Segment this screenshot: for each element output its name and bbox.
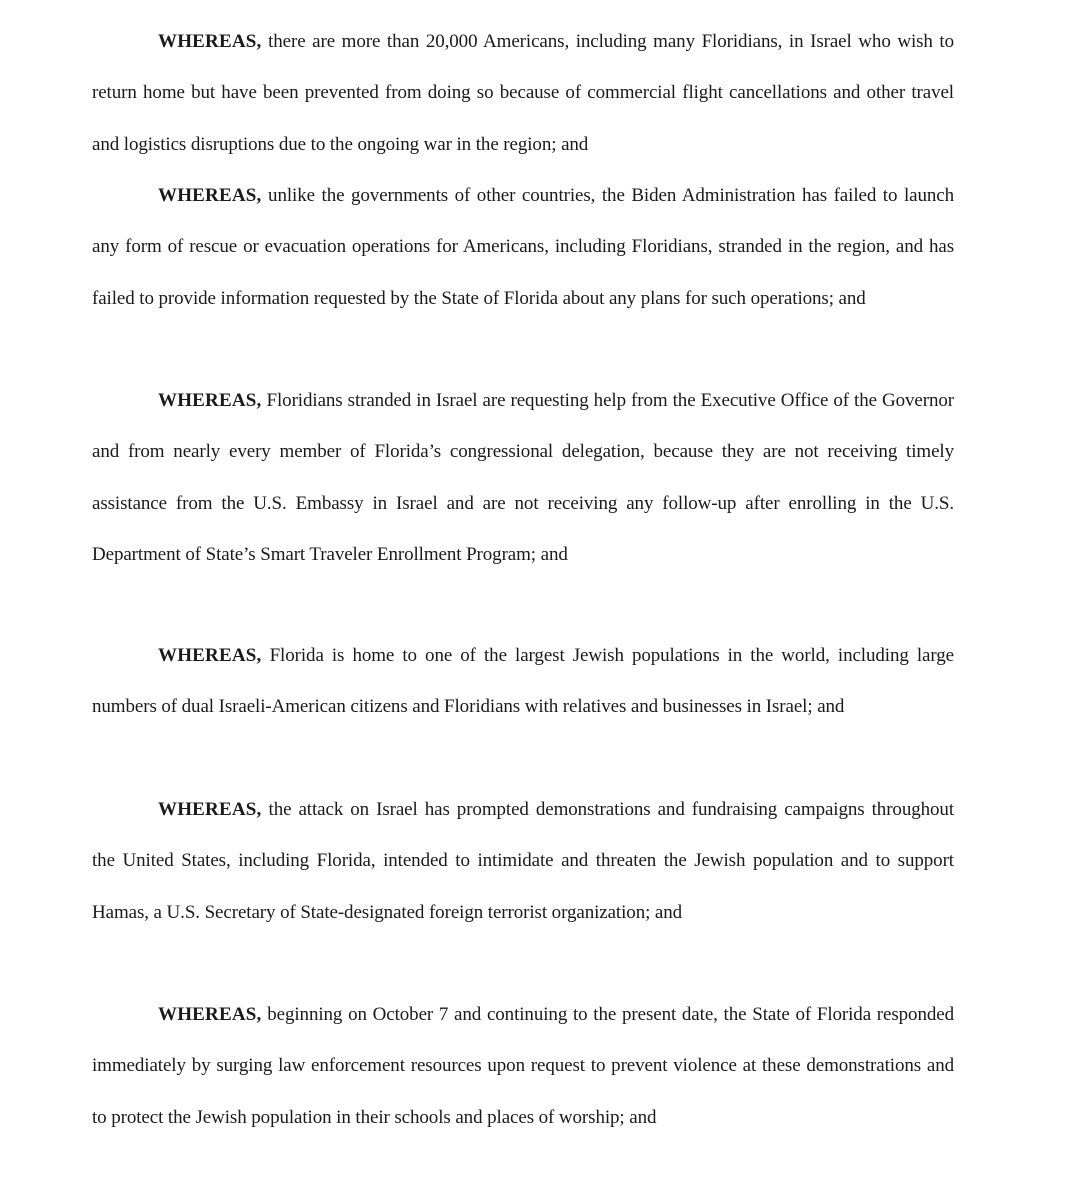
whereas-paragraph-6 bbox=[92, 989, 954, 1143]
whereas-paragraph-4 bbox=[92, 630, 954, 733]
whereas-paragraph-1 bbox=[92, 16, 954, 170]
whereas-paragraph-3 bbox=[92, 375, 954, 580]
whereas-keyword: WHEREAS, bbox=[158, 31, 262, 52]
paragraph-text: there are more than 20,000 Americans, including many Floridians, in Israel who wish to return home but have been prevented from doing so because of commercial flight cancellations and other travel and logistics disruptions due to the ongoing war in the region; and bbox=[92, 31, 954, 155]
paragraph-text: Florida is home to one of the largest Jewish populations in the world, including large numbers of dual Israeli-American citizens and Floridians with relatives and businesses in Israel; and bbox=[92, 645, 954, 718]
paragraph-text: unlike the governments of other countries, the Biden Administration has failed to launch any form of rescue or evacuation operations for Americans, including Floridians, stranded in the region, and has failed to provide information requested by the State of Florida about any plans for such operations; and bbox=[92, 185, 954, 309]
whereas-keyword: WHEREAS, bbox=[158, 645, 262, 666]
whereas-paragraph-2 bbox=[92, 170, 954, 324]
paragraph-text: Floridians stranded in Israel are requesting help from the Executive Office of the Governor and from nearly every member of Florida’s congressional delegation, because they are not receiving timely assistance from the U.S. Embassy in Israel and are not receiving any follow-up after enrolling in the U.S. Department of State’s Smart Traveler Enrollment Program; and bbox=[92, 390, 954, 565]
paragraph-text: beginning on October 7 and continuing to the present date, the State of Florida responded immediately by surging law enforcement resources upon request to prevent violence at these demonstrations and to protect the Jewish population in their schools and places of worship; and bbox=[92, 1004, 954, 1128]
whereas-keyword: WHEREAS, bbox=[158, 1004, 262, 1025]
whereas-keyword: WHEREAS, bbox=[158, 390, 262, 411]
paragraph-text: the attack on Israel has prompted demonstrations and fundraising campaigns throughout the United States, including Florida, intended to intimidate and threaten the Jewish population and to support Hamas, a U.S. Secretary of State-designated foreign terrorist organization; and bbox=[92, 799, 954, 923]
whereas-keyword: WHEREAS, bbox=[158, 799, 262, 820]
whereas-keyword: WHEREAS, bbox=[158, 185, 262, 206]
whereas-paragraph-5 bbox=[92, 784, 954, 938]
